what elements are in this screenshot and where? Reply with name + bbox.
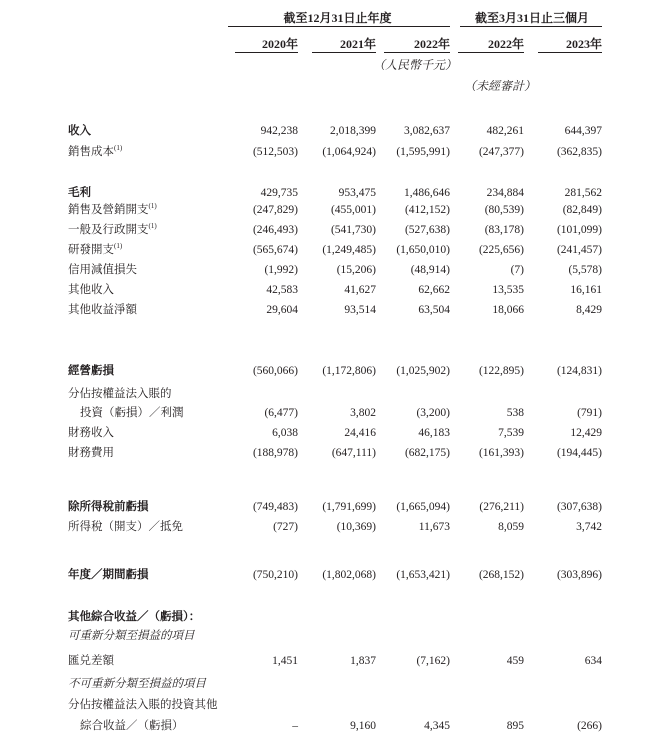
row-label-text: 研發開支 bbox=[68, 244, 114, 256]
table-row bbox=[0, 121, 662, 141]
column-rule-2021 bbox=[312, 52, 376, 53]
table-cell: 42,583 bbox=[266, 284, 298, 296]
row-label-text: 財務收入 bbox=[68, 427, 114, 439]
row-label bbox=[68, 565, 149, 585]
table-cell: 538 bbox=[506, 407, 524, 419]
footnote-marker: (1) bbox=[114, 242, 123, 251]
table-cell: 942,238 bbox=[260, 125, 298, 137]
table-cell: (1,665,094) bbox=[396, 501, 450, 513]
row-label-text: 收入 bbox=[68, 125, 91, 137]
row-label-text: 銷售及營銷開支 bbox=[68, 204, 149, 216]
table-cell: 29,604 bbox=[266, 304, 298, 316]
table-cell: 895 bbox=[506, 720, 524, 732]
table-cell: 6,038 bbox=[272, 427, 298, 439]
table-cell: 8,059 bbox=[498, 521, 524, 533]
table-cell: 459 bbox=[506, 655, 524, 667]
row-label bbox=[68, 674, 206, 694]
row-label bbox=[68, 607, 200, 627]
table-cell: (246,493) bbox=[252, 224, 298, 236]
table-cell: 9,160 bbox=[350, 720, 376, 732]
column-header-2021: 2021年 bbox=[339, 37, 376, 51]
table-cell: 46,183 bbox=[418, 427, 450, 439]
table-row bbox=[0, 517, 662, 537]
table-row bbox=[0, 423, 662, 443]
table-cell: (1,992) bbox=[264, 264, 298, 276]
table-cell: 16,161 bbox=[570, 284, 602, 296]
row-label bbox=[68, 280, 114, 300]
table-cell: (750,210) bbox=[252, 569, 298, 581]
table-cell: 482,261 bbox=[486, 125, 524, 137]
table-cell: – bbox=[292, 720, 298, 732]
row-label bbox=[68, 695, 218, 715]
table-cell: (122,895) bbox=[478, 365, 524, 377]
table-cell: (1,249,485) bbox=[322, 244, 376, 256]
row-label bbox=[68, 497, 149, 517]
table-row bbox=[0, 626, 662, 646]
row-label-text: 經營虧損 bbox=[68, 365, 114, 377]
table-cell: 2,018,399 bbox=[330, 125, 376, 137]
row-label bbox=[68, 361, 114, 381]
table-cell: (1,653,421) bbox=[396, 569, 450, 581]
table-cell: (247,377) bbox=[478, 146, 524, 158]
table-cell: (791) bbox=[577, 407, 602, 419]
row-label-text: 匯兑差額 bbox=[68, 655, 114, 667]
row-label-text: 所得稅（開支）／抵免 bbox=[68, 521, 183, 533]
row-label-text: 財務費用 bbox=[68, 447, 114, 459]
table-row bbox=[0, 260, 662, 280]
unaudited-note: （未經審計） bbox=[463, 79, 536, 93]
table-row bbox=[0, 240, 662, 260]
table-row bbox=[0, 220, 662, 240]
row-label bbox=[68, 384, 172, 404]
table-cell: (455,001) bbox=[330, 204, 376, 216]
row-label bbox=[68, 626, 195, 646]
table-cell: (194,445) bbox=[556, 447, 602, 459]
table-cell: (276,211) bbox=[479, 501, 524, 513]
table-row bbox=[0, 607, 662, 627]
table-cell: (307,638) bbox=[556, 501, 602, 513]
table-cell: (647,111) bbox=[331, 447, 376, 459]
table-cell: 62,662 bbox=[418, 284, 450, 296]
table-cell: (48,914) bbox=[410, 264, 450, 276]
table-cell: (7,162) bbox=[416, 655, 450, 667]
column-rule-2022-q1 bbox=[458, 52, 524, 53]
table-cell: (15,206) bbox=[336, 264, 376, 276]
table-cell: (225,656) bbox=[478, 244, 524, 256]
row-label bbox=[68, 423, 114, 443]
footnote-marker: (1) bbox=[148, 202, 157, 211]
table-row bbox=[0, 280, 662, 300]
table-row bbox=[0, 695, 662, 715]
row-label-text: 毛利 bbox=[68, 187, 91, 199]
table-cell: (560,066) bbox=[252, 365, 298, 377]
table-cell: (3,200) bbox=[416, 407, 450, 419]
row-label-text: 一般及行政開支 bbox=[68, 224, 149, 236]
table-cell: (1,025,902) bbox=[396, 365, 450, 377]
table-row bbox=[0, 443, 662, 463]
table-cell: (7) bbox=[510, 264, 524, 276]
table-cell: (682,175) bbox=[404, 447, 450, 459]
table-row bbox=[0, 403, 662, 423]
table-cell: (188,978) bbox=[252, 447, 298, 459]
header-quarter-group-rule bbox=[460, 26, 602, 27]
column-header-2022-q1: 2022年 bbox=[487, 37, 524, 51]
row-label-text: 其他綜合收益／（虧損）： bbox=[68, 611, 201, 623]
table-cell: 24,416 bbox=[344, 427, 376, 439]
table-cell: (241,457) bbox=[556, 244, 602, 256]
table-cell: 953,475 bbox=[338, 187, 376, 199]
row-label-text: 不可重新分類至損益的項目 bbox=[68, 678, 206, 690]
row-label-text: 信用減值損失 bbox=[68, 264, 137, 276]
table-row bbox=[0, 361, 662, 381]
table-cell: (268,152) bbox=[478, 569, 524, 581]
row-label bbox=[68, 220, 157, 240]
footnote-marker: (1) bbox=[148, 222, 157, 231]
row-label-text: 除所得稅前虧損 bbox=[68, 501, 149, 513]
table-cell: 1,451 bbox=[272, 655, 298, 667]
table-cell: 93,514 bbox=[344, 304, 376, 316]
table-cell: 13,535 bbox=[492, 284, 524, 296]
row-label-text: 投資（虧損）／利潤 bbox=[80, 407, 184, 419]
table-cell: (1,064,924) bbox=[322, 146, 376, 158]
table-cell: 41,627 bbox=[344, 284, 376, 296]
table-cell: (512,503) bbox=[252, 146, 298, 158]
column-rule-2022 bbox=[384, 52, 450, 53]
row-label bbox=[68, 200, 157, 220]
table-cell: (6,477) bbox=[264, 407, 298, 419]
row-label-text: 分佔按權益法入賬的 bbox=[68, 388, 172, 400]
table-cell: 8,429 bbox=[576, 304, 602, 316]
row-label bbox=[68, 300, 137, 320]
table-cell: 634 bbox=[584, 655, 602, 667]
table-row bbox=[0, 651, 662, 671]
table-cell: (541,730) bbox=[330, 224, 376, 236]
table-row bbox=[0, 300, 662, 320]
table-cell: 281,562 bbox=[564, 187, 602, 199]
table-cell: 12,429 bbox=[570, 427, 602, 439]
table-cell: 3,742 bbox=[576, 521, 602, 533]
column-rule-2020 bbox=[235, 52, 298, 53]
row-label bbox=[80, 403, 184, 423]
table-row bbox=[0, 497, 662, 517]
row-label bbox=[80, 716, 184, 736]
column-header-2023-q1: 2023年 bbox=[565, 37, 602, 51]
table-cell: (1,802,068) bbox=[322, 569, 376, 581]
row-label bbox=[68, 142, 122, 162]
table-cell: (362,835) bbox=[556, 146, 602, 158]
table-row bbox=[0, 716, 662, 736]
row-label bbox=[68, 651, 114, 671]
header-year-group: 截至12月31日止年度 bbox=[283, 11, 392, 25]
row-label-text: 分佔按權益法入賬的投資其他 bbox=[68, 699, 218, 711]
table-cell: (565,674) bbox=[252, 244, 298, 256]
table-row bbox=[0, 674, 662, 694]
table-cell: (101,099) bbox=[556, 224, 602, 236]
table-cell: (82,849) bbox=[562, 204, 602, 216]
table-cell: 11,673 bbox=[418, 521, 450, 533]
row-label-text: 可重新分類至損益的項目 bbox=[68, 630, 195, 642]
table-row bbox=[0, 200, 662, 220]
table-row bbox=[0, 142, 662, 162]
table-cell: (161,393) bbox=[478, 447, 524, 459]
row-label-text: 年度／期間虧損 bbox=[68, 569, 149, 581]
table-cell: 7,539 bbox=[498, 427, 524, 439]
table-cell: (10,369) bbox=[336, 521, 376, 533]
table-cell: (303,896) bbox=[556, 569, 602, 581]
table-cell: (247,829) bbox=[252, 204, 298, 216]
table-row bbox=[0, 565, 662, 585]
table-cell: 18,066 bbox=[492, 304, 524, 316]
column-header-2020: 2020年 bbox=[261, 37, 298, 51]
table-cell: 234,884 bbox=[486, 187, 524, 199]
table-cell: (266) bbox=[577, 720, 602, 732]
table-cell: 4,345 bbox=[424, 720, 450, 732]
table-cell: (1,172,806) bbox=[322, 365, 376, 377]
table-cell: (1,791,699) bbox=[322, 501, 376, 513]
footnote-marker: (1) bbox=[114, 144, 123, 153]
header-year-group-rule bbox=[228, 26, 450, 27]
row-label-text: 其他收益淨額 bbox=[68, 304, 137, 316]
row-label bbox=[68, 240, 122, 260]
column-header-2022: 2022年 bbox=[413, 37, 450, 51]
table-cell: (412,152) bbox=[404, 204, 450, 216]
row-label bbox=[68, 443, 114, 463]
table-cell: 644,397 bbox=[564, 125, 602, 137]
table-cell: 3,082,637 bbox=[404, 125, 450, 137]
table-cell: (5,578) bbox=[568, 264, 602, 276]
row-label-text: 綜合收益／（虧損） bbox=[80, 720, 184, 732]
table-cell: 1,486,646 bbox=[404, 187, 450, 199]
row-label bbox=[68, 260, 137, 280]
table-cell: (80,539) bbox=[484, 204, 524, 216]
currency-note: （人民幣千元） bbox=[372, 58, 457, 72]
table-cell: (83,178) bbox=[484, 224, 524, 236]
column-rule-2023-q1 bbox=[538, 52, 602, 53]
row-label-text: 其他收入 bbox=[68, 284, 114, 296]
table-cell: 429,735 bbox=[260, 187, 298, 199]
table-cell: (527,638) bbox=[404, 224, 450, 236]
table-cell: 3,802 bbox=[350, 407, 376, 419]
row-label-text: 銷售成本 bbox=[68, 146, 114, 158]
table-cell: (124,831) bbox=[556, 365, 602, 377]
row-label bbox=[68, 517, 183, 537]
row-label bbox=[68, 121, 91, 141]
table-cell: 63,504 bbox=[418, 304, 450, 316]
table-cell: (1,650,010) bbox=[396, 244, 450, 256]
table-cell: (727) bbox=[273, 521, 298, 533]
table-cell: 1,837 bbox=[350, 655, 376, 667]
table-cell: (1,595,991) bbox=[396, 146, 450, 158]
table-row bbox=[0, 384, 662, 404]
table-cell: (749,483) bbox=[252, 501, 298, 513]
header-quarter-group: 截至3月31日止三個月 bbox=[474, 11, 589, 25]
